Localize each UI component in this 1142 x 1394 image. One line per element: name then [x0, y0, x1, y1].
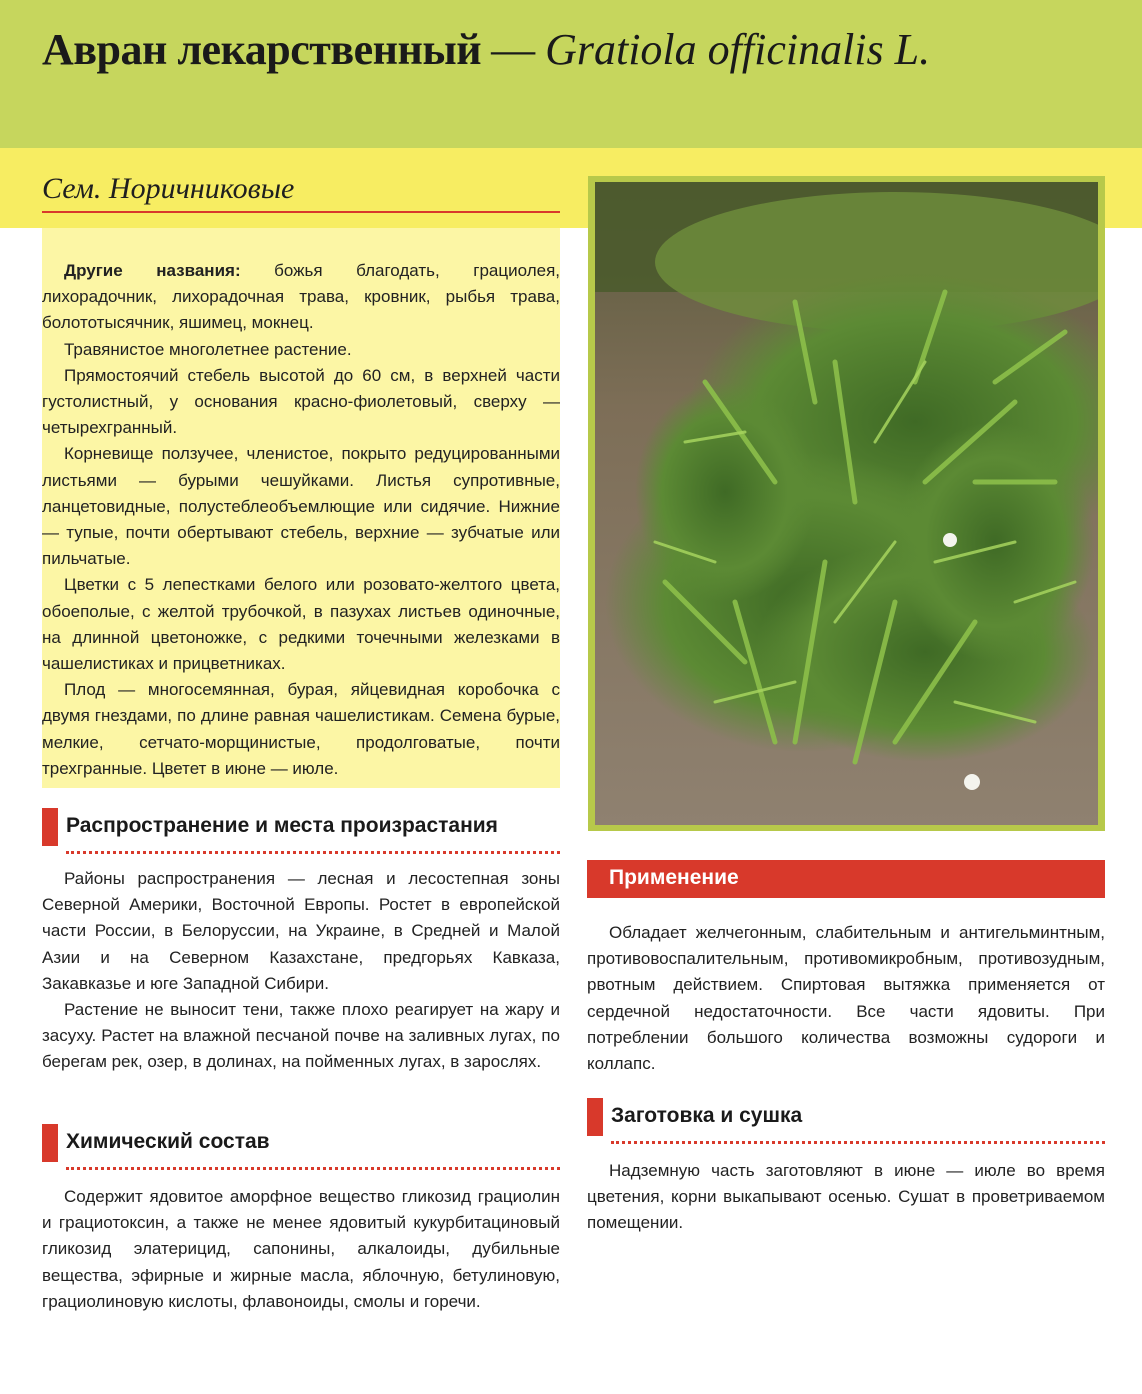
heading-dotted-rule — [611, 1138, 1105, 1144]
description-paragraph: Прямостоячий стебель высотой до 60 см, в верхней части густолистный, у основания красно-фиолетовый, сверху — четырехгранный. — [42, 365, 560, 438]
chemistry-heading-label: Химический состав — [66, 1130, 270, 1153]
harvest-heading-label: Заготовка и сушка — [611, 1104, 803, 1127]
description-paragraph: Корневище ползучее, членистое, покрыто редуцированными листьями — бурыми чешуйками. Листья супротивные, ланцетовидные, полустеблеобъемлющие или сидячие. Нижние — тупые, почти обертывают стебель, верхние — зубчатые или пильчатые. — [42, 444, 560, 569]
page-title — [42, 24, 930, 75]
title-dash: — — [491, 25, 536, 74]
heading-marker — [42, 808, 58, 846]
distribution-paragraph: Растение не выносит тени, также плохо реагирует на жару и засуху. Растет на влажной песчаной почве на заливных лугах, по берегам рек, озер, в долинах, на пойменных лугах, в зарослях. — [42, 1000, 560, 1072]
other-names-text: божья благодать, грациолея, лихорадочник, лихорадочная трава, кровник, рыбья трава, болототысячник, яшимец, мокнец. — [42, 261, 560, 333]
plant-photo-image — [595, 182, 1098, 825]
other-names-label: Другие названия: — [64, 261, 241, 280]
harvest-heading — [587, 1098, 1105, 1136]
heading-dotted-rule — [66, 848, 560, 854]
heading-marker — [42, 1124, 58, 1162]
harvest-paragraph: Надземную часть заготовляют в июне — июле во время цветения, корни выкапывают осенью. Сушат в проветриваемом помещении. — [587, 1161, 1105, 1233]
family-underline — [42, 211, 560, 213]
usage-heading-label: Применение — [609, 866, 739, 889]
chemistry-text — [42, 1184, 560, 1315]
title-russian: Авран лекарственный — [42, 25, 482, 74]
usage-paragraph: Обладает желчегонным, слабительным и антигельминтным, противовоспалительным, противомикробным, противозудным, рвотным действием. Спиртовая вытяжка применяется от сердечной недостаточности. Все части ядовиты. При потреблении большого количества возможны судороги и коллапс. — [587, 923, 1105, 1074]
chemistry-heading — [42, 1124, 560, 1162]
distribution-text — [42, 866, 560, 1076]
description-text — [42, 258, 560, 782]
plant-photo — [588, 176, 1105, 831]
usage-text — [587, 920, 1105, 1077]
chemistry-paragraph: Содержит ядовитое аморфное вещество гликозид грациолин и грациотоксин, а также не менее ядовитый кукурбитациновый гликозид элатерицид, сапонины, алкалоиды, дубильные вещества, эфирные и жирные масла, яблочную, бетулиновую, грациолиновую кислоты, флавоноиды, смолы и горечи. — [42, 1187, 560, 1311]
description-paragraph: Травянистое многолетнее растение. — [64, 339, 352, 359]
description-paragraph: Цветки с 5 лепестками белого или розовато-желтого цвета, обоеполые, с желтой трубочкой, в пазухах листьев одиночные, на длинной цветоножке, с редкими точечными железками в чашелистиках и прицветниках. — [42, 575, 560, 674]
harvest-text — [587, 1158, 1105, 1237]
heading-dotted-rule — [66, 1164, 560, 1170]
distribution-heading-label: Распространение и места произрастания — [66, 814, 498, 837]
description-paragraph: Плод — многосемянная, бурая, яйцевидная коробочка с двумя гнездами, по длине равная чашелистикам. Семена бурые, мелкие, сетчато-морщинистые, продолговатые, почти трехгранные. Цветет в июне — июле. — [42, 680, 560, 778]
distribution-heading — [42, 808, 560, 846]
other-names-paragraph — [42, 258, 560, 337]
family-name: Сем. Норичниковые — [42, 172, 295, 205]
heading-marker — [587, 1098, 603, 1136]
usage-heading — [587, 860, 1105, 898]
distribution-paragraph: Районы распространения — лесная и лесостепная зоны Северной Америки, Восточной Европы. Ростет в европейской части России, в Белоруссии, на Украине, в Средней и Малой Азии и на Северном Казахстане, предгорьях Кавказа, Закавказье и юге Западной Сибири. — [42, 869, 560, 993]
title-latin: Gratiola officinalis L. — [545, 25, 931, 74]
